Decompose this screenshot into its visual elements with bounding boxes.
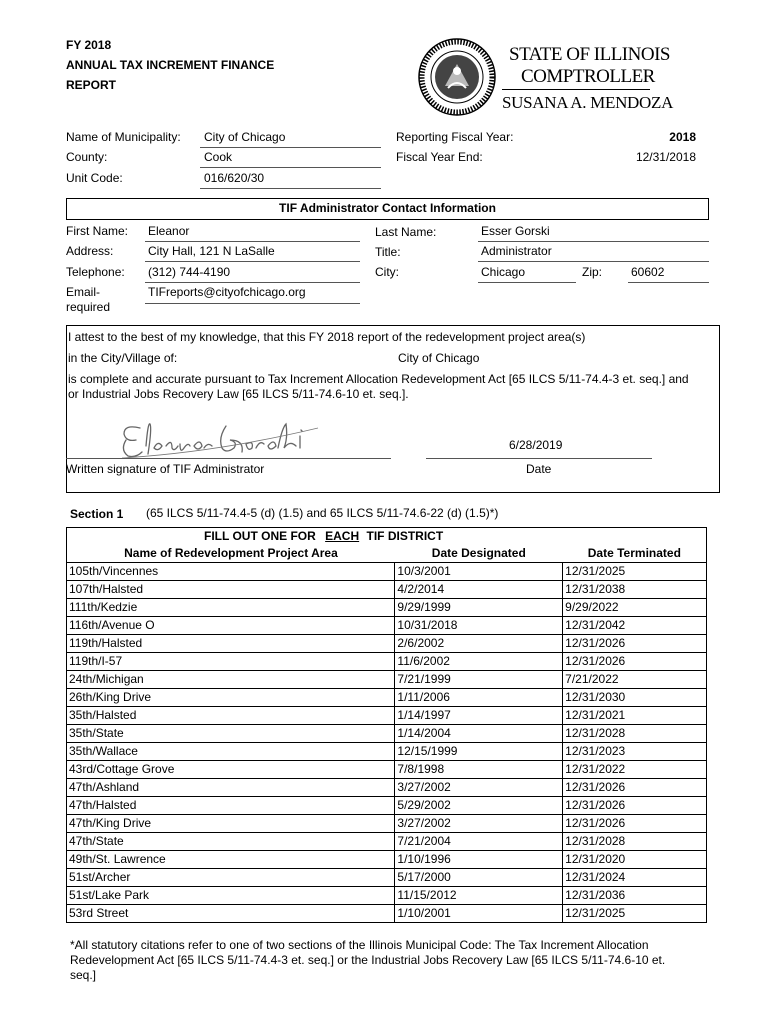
report-title-cont: REPORT bbox=[66, 78, 117, 92]
project-area-cell: 35th/State bbox=[67, 725, 395, 743]
project-area-cell: 105th/Vincennes bbox=[67, 563, 395, 581]
comptroller-title-1: STATE OF ILLINOIS bbox=[509, 44, 670, 65]
section-citation: (65 ILCS 5/11-74.4-5 (d) (1.5) and 65 ILCS 5/11-74.6-22 (d) (1.5)*) bbox=[146, 506, 499, 520]
zip-label: Zip: bbox=[582, 265, 603, 279]
field-rule bbox=[478, 282, 576, 283]
administrator-signature bbox=[118, 418, 328, 462]
fiscal-year-value: 2018 bbox=[669, 130, 696, 144]
logo-rule bbox=[502, 89, 650, 90]
field-rule bbox=[478, 261, 709, 262]
field-rule bbox=[200, 167, 381, 168]
last-name-value: Esser Gorski bbox=[481, 224, 550, 238]
fill-instructions bbox=[204, 529, 443, 543]
attest-line-4: or Industrial Jobs Recovery Law [65 ILCS 5/11-74.6-10 et. seq.]. bbox=[68, 387, 409, 401]
date-terminated-cell: 12/31/2023 bbox=[563, 743, 707, 761]
date-designated-cell: 1/10/2001 bbox=[395, 905, 563, 923]
comptroller-title-2: COMPTROLLER bbox=[521, 66, 655, 87]
footnote-line-1: *All statutory citations refer to one of two sections of the Illinois Municipal Code: The Tax Increment Allocation bbox=[70, 938, 649, 952]
field-rule bbox=[478, 241, 709, 242]
signature-rule bbox=[66, 458, 391, 459]
address-value: City Hall, 121 N LaSalle bbox=[148, 244, 275, 258]
field-rule bbox=[145, 241, 360, 242]
date-designated-cell: 11/6/2002 bbox=[395, 653, 563, 671]
telephone-value: (312) 744-4190 bbox=[148, 265, 231, 279]
municipality-label: Name of Municipality: bbox=[66, 130, 181, 144]
date-designated-cell: 7/21/1999 bbox=[395, 671, 563, 689]
fill-prefix: FILL OUT ONE FOR bbox=[204, 529, 316, 543]
field-rule bbox=[145, 303, 360, 304]
date-designated-cell: 1/14/2004 bbox=[395, 725, 563, 743]
project-area-cell: 53rd Street bbox=[67, 905, 395, 923]
date-terminated-cell: 12/31/2026 bbox=[563, 797, 707, 815]
municipality-value: City of Chicago bbox=[204, 130, 286, 144]
date-terminated-cell: 12/31/2025 bbox=[563, 563, 707, 581]
field-rule bbox=[145, 282, 360, 283]
table-row bbox=[67, 905, 707, 923]
table-row bbox=[67, 563, 707, 581]
project-area-cell: 111th/Kedzie bbox=[67, 599, 395, 617]
date-designated-cell: 1/14/1997 bbox=[395, 707, 563, 725]
report-year: FY 2018 bbox=[66, 38, 112, 52]
comptroller-name: SUSANA A. MENDOZA bbox=[502, 93, 674, 112]
table-row bbox=[67, 671, 707, 689]
table-row bbox=[67, 725, 707, 743]
date-designated-cell: 11/15/2012 bbox=[395, 887, 563, 905]
date-designated-cell: 5/17/2000 bbox=[395, 869, 563, 887]
table-row bbox=[67, 815, 707, 833]
project-area-cell: 24th/Michigan bbox=[67, 671, 395, 689]
date-terminated-cell: 12/31/2028 bbox=[563, 833, 707, 851]
date-designated-cell: 4/2/2014 bbox=[395, 581, 563, 599]
email-label: Email- bbox=[66, 285, 101, 299]
date-designated-cell: 7/21/2004 bbox=[395, 833, 563, 851]
project-area-cell: 49th/St. Lawrence bbox=[67, 851, 395, 869]
attest-city-label: in the City/Village of: bbox=[68, 351, 178, 365]
date-designated-cell: 1/10/1996 bbox=[395, 851, 563, 869]
title-value: Administrator bbox=[481, 244, 552, 258]
county-label: County: bbox=[66, 150, 108, 164]
fill-suffix: TIF DISTRICT bbox=[366, 529, 444, 543]
project-area-cell: 26th/King Drive bbox=[67, 689, 395, 707]
date-terminated-cell: 12/31/2036 bbox=[563, 887, 707, 905]
project-area-cell: 51st/Lake Park bbox=[67, 887, 395, 905]
date-terminated-cell: 12/31/2028 bbox=[563, 725, 707, 743]
field-rule bbox=[145, 261, 360, 262]
date-terminated-cell: 12/31/2042 bbox=[563, 617, 707, 635]
table-row bbox=[67, 743, 707, 761]
unit-code-value: 016/620/30 bbox=[204, 171, 265, 185]
email-required-label: required bbox=[66, 300, 111, 314]
table-row bbox=[67, 635, 707, 653]
table-row bbox=[67, 887, 707, 905]
project-area-cell: 116th/Avenue O bbox=[67, 617, 395, 635]
date-designated-cell: 10/3/2001 bbox=[395, 563, 563, 581]
project-area-cell: 107th/Halsted bbox=[67, 581, 395, 599]
title-label: Title: bbox=[375, 245, 401, 259]
date-designated-cell: 12/15/1999 bbox=[395, 743, 563, 761]
footnote-line-3: seq.] bbox=[70, 968, 97, 982]
table-row bbox=[67, 797, 707, 815]
column-header-name: Name of Redevelopment Project Area bbox=[67, 545, 395, 563]
date-designated-cell: 3/27/2002 bbox=[395, 779, 563, 797]
unit-code-label: Unit Code: bbox=[66, 171, 123, 185]
section-label: Section 1 bbox=[70, 507, 124, 521]
date-designated-cell: 1/11/2006 bbox=[395, 689, 563, 707]
signature-date-value: 6/28/2019 bbox=[509, 438, 563, 452]
date-label: Date bbox=[526, 462, 552, 476]
field-rule bbox=[628, 282, 709, 283]
project-area-cell: 119th/Halsted bbox=[67, 635, 395, 653]
fill-each: EACH bbox=[325, 529, 360, 543]
project-area-cell: 47th/State bbox=[67, 833, 395, 851]
date-terminated-cell: 12/31/2020 bbox=[563, 851, 707, 869]
field-rule bbox=[200, 147, 381, 148]
table-row bbox=[67, 851, 707, 869]
last-name-label: Last Name: bbox=[375, 225, 437, 239]
email-value: TIFreports@cityofchicago.org bbox=[148, 285, 306, 299]
project-area-cell: 35th/Halsted bbox=[67, 707, 395, 725]
project-area-cell: 35th/Wallace bbox=[67, 743, 395, 761]
project-area-cell: 47th/King Drive bbox=[67, 815, 395, 833]
report-title: ANNUAL TAX INCREMENT FINANCE bbox=[66, 58, 275, 72]
table-header-row bbox=[67, 545, 707, 563]
table-row bbox=[67, 689, 707, 707]
project-area-cell: 47th/Ashland bbox=[67, 779, 395, 797]
date-designated-cell: 10/31/2018 bbox=[395, 617, 563, 635]
address-label: Address: bbox=[66, 244, 114, 258]
column-header-terminated: Date Terminated bbox=[563, 545, 707, 563]
illinois-seal-icon bbox=[418, 38, 496, 116]
date-terminated-cell: 12/31/2038 bbox=[563, 581, 707, 599]
date-terminated-cell: 7/21/2022 bbox=[563, 671, 707, 689]
table-row bbox=[67, 869, 707, 887]
table-row bbox=[67, 779, 707, 797]
city-label: City: bbox=[375, 265, 399, 279]
date-designated-cell: 9/29/1999 bbox=[395, 599, 563, 617]
field-rule bbox=[200, 188, 381, 189]
date-terminated-cell: 12/31/2024 bbox=[563, 869, 707, 887]
date-terminated-cell: 12/31/2026 bbox=[563, 653, 707, 671]
table-row bbox=[67, 761, 707, 779]
first-name-label: First Name: bbox=[66, 224, 129, 238]
zip-value: 60602 bbox=[631, 265, 665, 279]
date-rule bbox=[426, 458, 652, 459]
table-row bbox=[67, 599, 707, 617]
attest-city-value: City of Chicago bbox=[398, 351, 480, 365]
contact-heading: TIF Administrator Contact Information bbox=[279, 201, 496, 215]
county-value: Cook bbox=[204, 150, 233, 164]
table-row bbox=[67, 617, 707, 635]
date-designated-cell: 3/27/2002 bbox=[395, 815, 563, 833]
attest-line-1: I attest to the best of my knowledge, that this FY 2018 report of the redevelopment project area(s) bbox=[68, 330, 586, 344]
date-designated-cell: 2/6/2002 bbox=[395, 635, 563, 653]
project-area-cell: 47th/Halsted bbox=[67, 797, 395, 815]
date-terminated-cell: 9/29/2022 bbox=[563, 599, 707, 617]
fiscal-year-label: Reporting Fiscal Year: bbox=[396, 130, 514, 144]
date-terminated-cell: 12/31/2030 bbox=[563, 689, 707, 707]
date-terminated-cell: 12/31/2021 bbox=[563, 707, 707, 725]
table-row bbox=[67, 653, 707, 671]
telephone-label: Telephone: bbox=[66, 265, 125, 279]
date-designated-cell: 7/8/1998 bbox=[395, 761, 563, 779]
date-designated-cell: 5/29/2002 bbox=[395, 797, 563, 815]
tif-district-table bbox=[66, 527, 707, 923]
table-row bbox=[67, 833, 707, 851]
date-terminated-cell: 12/31/2025 bbox=[563, 905, 707, 923]
table-row bbox=[67, 581, 707, 599]
city-value: Chicago bbox=[481, 265, 526, 279]
project-area-cell: 43rd/Cottage Grove bbox=[67, 761, 395, 779]
project-area-cell: 119th/I-57 bbox=[67, 653, 395, 671]
first-name-value: Eleanor bbox=[148, 224, 190, 238]
table-row bbox=[67, 707, 707, 725]
date-terminated-cell: 12/31/2026 bbox=[563, 779, 707, 797]
fiscal-year-end-value: 12/31/2018 bbox=[635, 150, 696, 164]
signature-label: Written signature of TIF Administrator bbox=[66, 462, 265, 476]
fiscal-year-end-label: Fiscal Year End: bbox=[396, 150, 483, 164]
date-terminated-cell: 12/31/2022 bbox=[563, 761, 707, 779]
date-terminated-cell: 12/31/2026 bbox=[563, 815, 707, 833]
column-header-designated: Date Designated bbox=[431, 546, 526, 560]
footnote-line-2: Redevelopment Act [65 ILCS 5/11-74.4-3 et. seq.] or the Industrial Jobs Recovery Law [65 ILCS 5/11-74.6-10 et. bbox=[70, 953, 666, 967]
project-area-cell: 51st/Archer bbox=[67, 869, 395, 887]
date-terminated-cell: 12/31/2026 bbox=[563, 635, 707, 653]
attest-line-3: is complete and accurate pursuant to Tax Increment Allocation Redevelopment Act [65 ILCS 5/11-74.4-3 et. seq.] and bbox=[68, 372, 689, 386]
